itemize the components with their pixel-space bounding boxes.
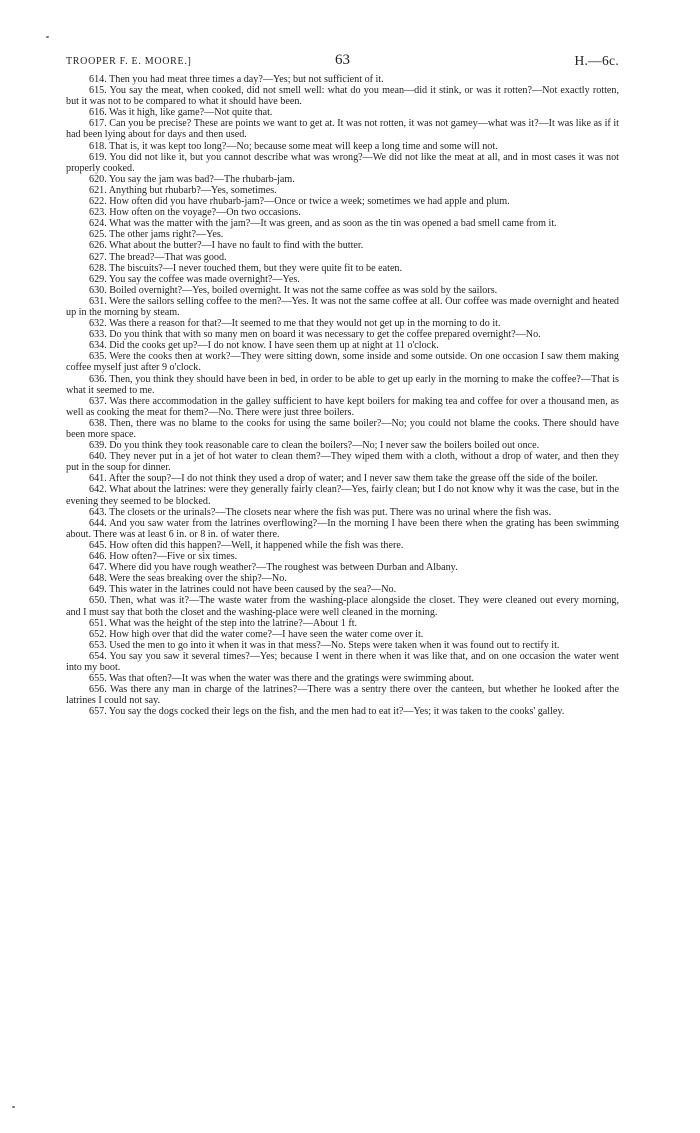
testimony-body [66,74,619,717]
question-answer-paragraph: 646. How often?—Five or six times. [89,551,238,563]
question-answer-paragraph: 650. Then, what was it?—The waste water from the washing-place alongside the closet. They were cleaned out every morning, and I must say that both the closet and the washing-place were well cleaned in the morning. [66,595,619,618]
question-answer-paragraph: 644. And you saw water from the latrines overflowing?—In the morning I have been there when the grating has been swimming about. There was at least 6 in. or 8 in. of water there. [66,517,619,540]
question-answer-paragraph: 614. Then you had meat three times a day?—Yes; but not sufficient of it. [89,74,384,85]
document-reference: H.—6c. [574,53,619,68]
question-answer-paragraph: 621. Anything but rhubarb?—Yes, sometimes. [89,184,277,196]
question-answer-paragraph: 618. That is, it was kept too long?—No; because some meat will keep a long time and some will not. [89,140,498,152]
question-answer-paragraph: 623. How often on the voyage?—On two occasions. [89,207,301,219]
question-answer-paragraph: 645. How often did this happen?—Well, it happened while the fish was there. [89,539,404,551]
scan-mark-top [46,36,49,38]
question-answer-paragraph: 643. The closets or the urinals?—The closets near where the fish was put. There was no urinal where the fish was. [89,506,552,518]
document-page [66,52,619,717]
question-answer-paragraph: 626. What about the butter?—I have no fault to find with the butter. [89,240,364,252]
question-answer-paragraph: 657. You say the dogs cocked their legs on the fish, and the men had to eat it?—Yes; it was taken to the cooks' galley. [89,706,565,718]
question-answer-paragraph: 636. Then, you think they should have been in bed, in order to be able to get up early in the morning to make the coffee?—That is what it seemed to me. [66,373,619,396]
question-answer-paragraph: 615. You say the meat, when cooked, did not smell well: what do you mean—did it stink, or was it rotten?—Not exactly rotten, but it was not to be compared to what it should have been. [66,85,619,108]
question-answer-paragraph: 634. Did the cooks get up?—I do not know. I have seen them up at night at 11 o'clock. [89,340,439,352]
question-answer-paragraph: 633. Do you think that with so many men on board it was necessary to get the coffee prepared overnight?—No. [89,329,541,341]
question-answer-paragraph: 625. The other jams right?—Yes. [89,229,224,241]
question-answer-paragraph: 651. What was the height of the step into the latrine?—About 1 ft. [89,617,358,629]
question-answer-paragraph: 628. The biscuits?—I never touched them, but they were quite fit to be eaten. [89,262,403,274]
question-answer-paragraph: 631. Were the sailors selling coffee to the men?—Yes. It was not the same coffee at all. Our coffee was made overnight and heated up in the morning by steam. [66,295,619,318]
question-answer-paragraph: 656. Was there any man in charge of the latrines?—There was a sentry there over the canteen, but whether he looked after the latrines I could not say. [66,684,619,707]
question-answer-paragraph: 642. What about the latrines: were they generally fairly clean?—Yes, fairly clean; but I do not know why it was the case, but in the evening they seemed to be blocked. [66,484,619,507]
question-answer-paragraph: 653. Used the men to go into it when it was in that mess?—No. Steps were taken when it was found out to rectify it. [89,639,560,651]
question-answer-paragraph: 639. Do you think they took reasonable care to clean the boilers?—No; I never saw the boilers boiled out once. [89,440,540,452]
question-answer-paragraph: 635. Were the cooks then at work?—They were sitting down, some inside and some outside. On one occasion I saw them making coffee myself just after 9 o'clock. [66,351,619,374]
question-answer-paragraph: 647. Where did you have rough weather?—The roughest was between Durban and Albany. [89,562,458,574]
question-answer-paragraph: 629. You say the coffee was made overnight?—Yes. [89,273,300,285]
question-answer-paragraph: 632. Was there a reason for that?—It seemed to me that they would not get up in the morning to do it. [89,318,501,330]
question-answer-paragraph: 641. After the soup?—I do not think they used a drop of water; and I never saw them take the grease off the side of the boiler. [89,473,598,485]
question-answer-paragraph: 624. What was the matter with the jam?—It was green, and as soon as the tin was opened a bad smell came from it. [89,218,557,230]
question-answer-paragraph: 649. This water in the latrines could not have been caused by the sea?—No. [89,584,397,596]
question-answer-paragraph: 627. The bread?—That was good. [89,251,227,263]
question-answer-paragraph: 652. How high over that did the water come?—I have seen the water come over it. [89,628,424,640]
question-answer-paragraph: 619. You did not like it, but you cannot describe what was wrong?—We did not like the meat at all, and in most cases it was not properly cooked. [66,151,619,174]
question-answer-paragraph: 655. Was that often?—It was when the water was there and the gratings were swimming about. [89,673,475,685]
question-answer-paragraph: 638. Then, there was no blame to the cooks for using the same boiler?—No; you could not blame the cooks. There should have been more space. [66,417,619,440]
question-answer-paragraph: 637. Was there accommodation in the galley sufficient to have kept boilers for making tea and coffee for over a thousand men, as well as cooking the meat for them?—No. There were just three boilers. [66,395,619,418]
question-answer-paragraph: 640. They never put in a jet of hot water to clean them?—They wiped them with a cloth, without a drop of water, and then they put in the soup for dinner. [66,451,619,474]
page-number: 63 [335,52,350,68]
running-header [66,52,619,74]
question-answer-paragraph: 654. You say you saw it several times?—Yes; because I went in there when it was like that, and on one occasion the water went into my boot. [66,650,619,673]
question-answer-paragraph: 617. Can you be precise? These are points we want to get at. It was not rotten, it was not gamey—what was it?—It was like as if it had been lying about for days and then used. [66,118,619,141]
question-answer-paragraph: 620. You say the jam was bad?—The rhubarb-jam. [89,173,295,185]
question-answer-paragraph: 616. Was it high, like game?—Not quite that. [89,107,273,119]
question-answer-paragraph: 630. Boiled overnight?—Yes, boiled overnight. It was not the same coffee as was sold by the sailors. [89,284,498,296]
question-answer-paragraph: 648. Were the seas breaking over the ship?—No. [89,573,287,585]
witness-name: TROOPER F. E. MOORE.] [66,56,192,67]
question-answer-paragraph: 622. How often did you have rhubarb-jam?—Once or twice a week; sometimes we had apple and plum. [89,196,510,208]
scan-mark-bottom [12,1106,15,1108]
